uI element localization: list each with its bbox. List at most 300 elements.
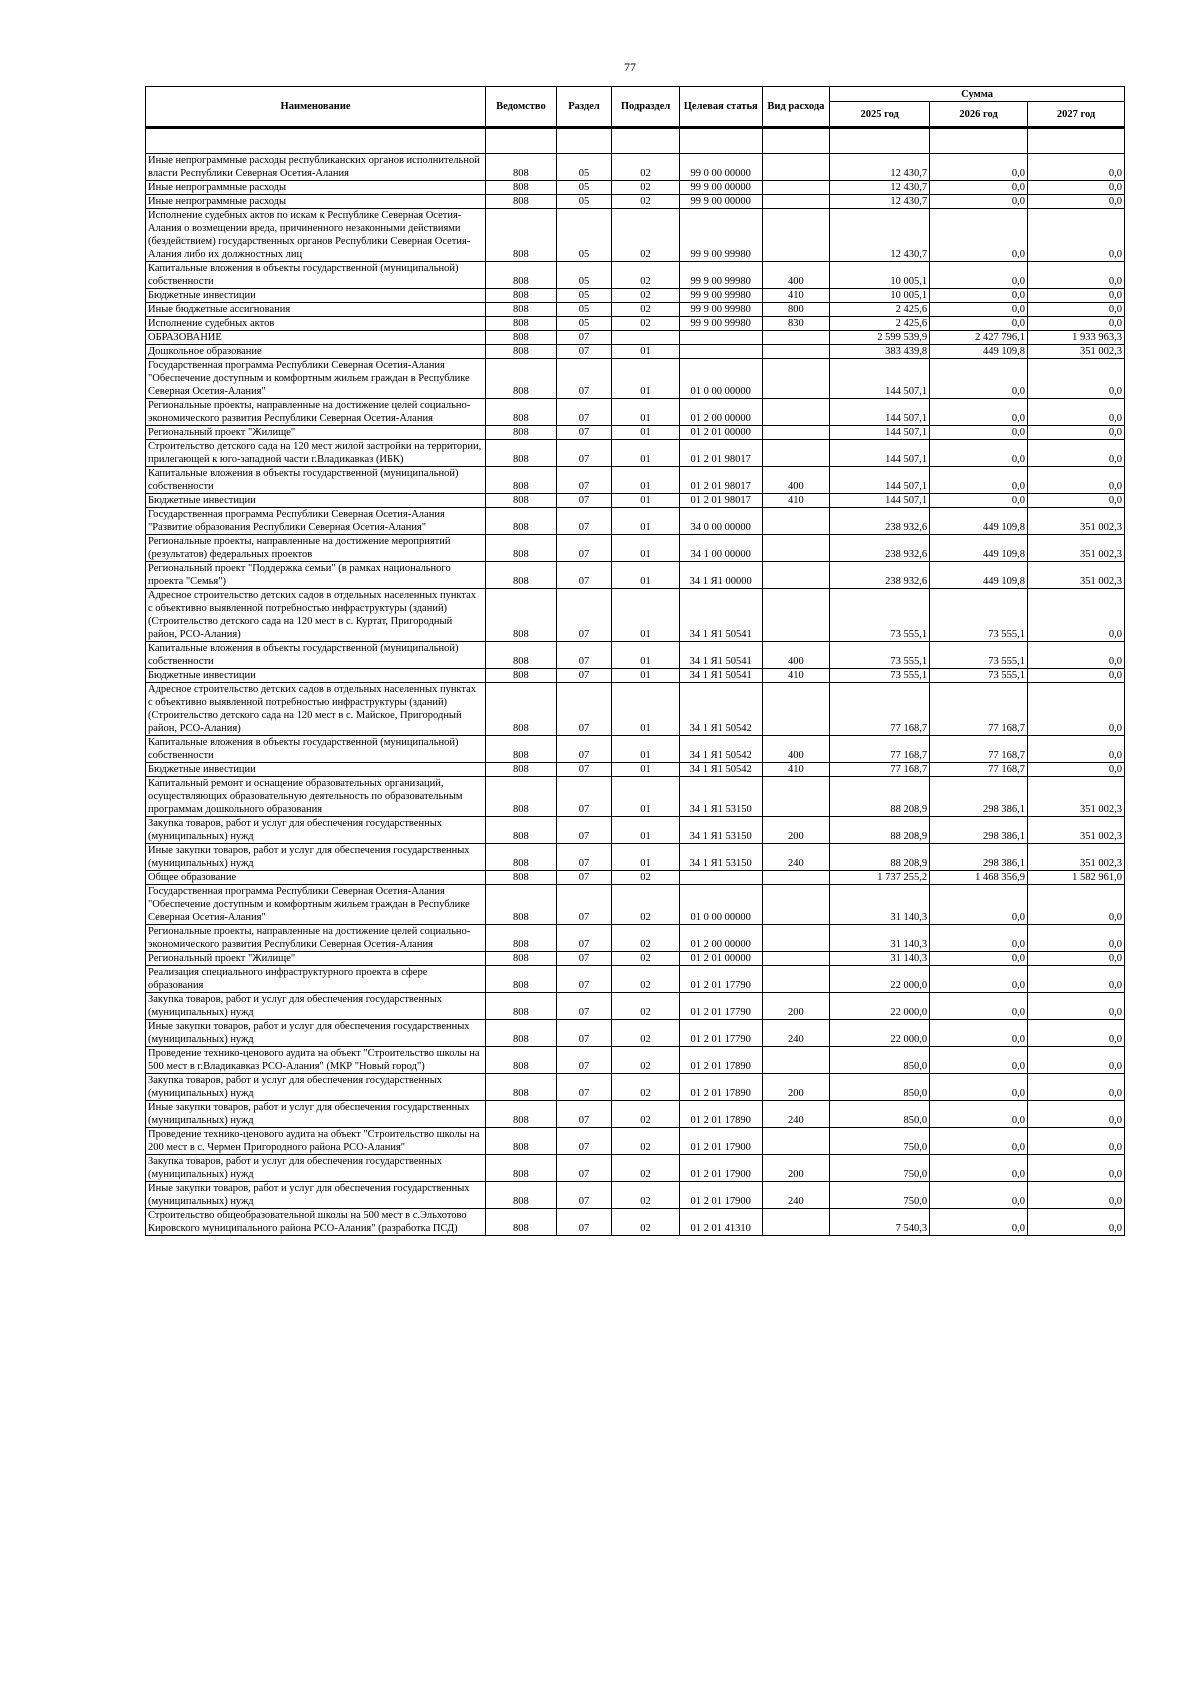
row-sum-2026: 77 168,7 [930,763,1028,777]
row-name: Бюджетные инвестиции [146,763,486,777]
row-target: 34 1 Я1 50541 [679,669,762,683]
row-subsection: 01 [612,642,680,669]
table-row [146,844,1125,871]
row-sum-2027: 0,0 [1028,1020,1125,1047]
row-name: Капитальные вложения в объекты государственной (муниципальной) собственности [146,736,486,763]
header-target: Целевая статья [679,87,762,128]
row-target: 01 2 01 17890 [679,1101,762,1128]
row-sum-2025: 88 208,9 [830,844,930,871]
row-subsection: 02 [612,1047,680,1074]
row-target: 01 2 01 98017 [679,440,762,467]
table-row [146,642,1125,669]
row-subsection: 01 [612,467,680,494]
table-row [146,817,1125,844]
row-section: 07 [556,589,612,642]
row-section: 07 [556,345,612,359]
row-target: 01 2 00 00000 [679,399,762,426]
row-section: 07 [556,1209,612,1236]
row-subsection: 02 [612,289,680,303]
row-section: 05 [556,209,612,262]
row-sum-2025: 10 005,1 [830,289,930,303]
row-sum-2025: 12 430,7 [830,195,930,209]
row-subsection: 02 [612,1155,680,1182]
row-dept: 808 [486,1155,557,1182]
table-row [146,966,1125,993]
row-exp-type: 200 [762,1074,830,1101]
row-exp-type: 200 [762,817,830,844]
row-subsection: 01 [612,535,680,562]
row-sum-2026: 0,0 [930,1155,1028,1182]
row-dept: 808 [486,1182,557,1209]
row-subsection: 01 [612,669,680,683]
row-sum-2025: 73 555,1 [830,642,930,669]
row-sum-2026: 0,0 [930,440,1028,467]
table-row [146,683,1125,736]
row-sum-2025: 22 000,0 [830,1020,930,1047]
row-target: 01 2 00 00000 [679,925,762,952]
row-exp-type [762,535,830,562]
row-sum-2025: 22 000,0 [830,966,930,993]
row-subsection: 02 [612,1128,680,1155]
table-row [146,1209,1125,1236]
row-exp-type [762,209,830,262]
row-name: Государственная программа Республики Северная Осетия-Алания "Обеспечение доступным и комфортным жильем граждан в Республике Северная Осетия-Алания" [146,359,486,399]
row-target: 01 2 01 00000 [679,952,762,966]
row-name: Иные закупки товаров, работ и услуг для обеспечения государственных (муниципальных) нужд [146,1101,486,1128]
row-exp-type: 410 [762,669,830,683]
row-target: 99 9 00 00000 [679,195,762,209]
row-sum-2027: 0,0 [1028,763,1125,777]
row-name: Иные бюджетные ассигнования [146,303,486,317]
row-subsection: 01 [612,426,680,440]
row-subsection: 01 [612,817,680,844]
row-dept: 808 [486,195,557,209]
row-exp-type [762,154,830,181]
header-exp-type: Вид расхода [762,87,830,128]
table-row [146,952,1125,966]
row-dept: 808 [486,331,557,345]
row-section: 07 [556,359,612,399]
row-dept: 808 [486,683,557,736]
row-sum-2027: 351 002,3 [1028,817,1125,844]
row-dept: 808 [486,1020,557,1047]
row-dept: 808 [486,535,557,562]
row-sum-2027: 0,0 [1028,642,1125,669]
table-row [146,1182,1125,1209]
table-row [146,993,1125,1020]
row-sum-2026: 0,0 [930,952,1028,966]
row-target: 34 1 Я1 50541 [679,589,762,642]
row-subsection: 01 [612,763,680,777]
row-dept: 808 [486,1128,557,1155]
row-subsection: 01 [612,494,680,508]
row-sum-2025: 144 507,1 [830,399,930,426]
row-sum-2026: 0,0 [930,494,1028,508]
row-sum-2026: 0,0 [930,195,1028,209]
row-name: Бюджетные инвестиции [146,289,486,303]
row-name: Закупка товаров, работ и услуг для обеспечения государственных (муниципальных) нужд [146,993,486,1020]
row-subsection: 01 [612,683,680,736]
row-sum-2027: 0,0 [1028,1101,1125,1128]
row-target [679,345,762,359]
row-sum-2026: 0,0 [930,966,1028,993]
row-name: Региональные проекты, направленные на достижение целей социально-экономического развития Республики Северная Осетия-Алания [146,925,486,952]
row-section: 07 [556,683,612,736]
row-target: 01 0 00 00000 [679,359,762,399]
table-row [146,209,1125,262]
row-name: Общее образование [146,871,486,885]
row-exp-type: 400 [762,642,830,669]
table-row [146,195,1125,209]
row-section: 05 [556,181,612,195]
row-sum-2027: 0,0 [1028,1074,1125,1101]
row-sum-2026: 0,0 [930,1209,1028,1236]
row-sum-2027: 0,0 [1028,1128,1125,1155]
row-subsection: 01 [612,736,680,763]
row-sum-2025: 238 932,6 [830,508,930,535]
row-sum-2026: 0,0 [930,289,1028,303]
row-exp-type [762,562,830,589]
row-sum-2025: 144 507,1 [830,440,930,467]
row-sum-2026: 449 109,8 [930,345,1028,359]
row-subsection: 01 [612,777,680,817]
row-sum-2026: 298 386,1 [930,844,1028,871]
row-name: Региональный проект "Жилище" [146,426,486,440]
row-target: 34 0 00 00000 [679,508,762,535]
header-year-2026: 2026 год [930,102,1028,128]
row-sum-2027: 0,0 [1028,289,1125,303]
row-section: 05 [556,262,612,289]
row-section: 07 [556,494,612,508]
row-dept: 808 [486,508,557,535]
row-subsection: 02 [612,871,680,885]
row-sum-2026: 0,0 [930,359,1028,399]
row-sum-2027: 351 002,3 [1028,508,1125,535]
row-name: Исполнение судебных актов [146,317,486,331]
row-subsection: 02 [612,952,680,966]
row-exp-type: 200 [762,993,830,1020]
row-subsection: 01 [612,440,680,467]
row-section: 07 [556,763,612,777]
row-sum-2027: 0,0 [1028,993,1125,1020]
row-dept: 808 [486,562,557,589]
row-subsection: 02 [612,1182,680,1209]
row-section: 07 [556,993,612,1020]
row-exp-type [762,195,830,209]
header-name: Наименование [146,87,486,128]
row-name: Иные непрограммные расходы [146,195,486,209]
budget-table [145,86,1125,1236]
row-section: 07 [556,966,612,993]
row-section: 07 [556,925,612,952]
table-row [146,736,1125,763]
row-target: 99 0 00 00000 [679,154,762,181]
row-dept: 808 [486,925,557,952]
row-name: Адресное строительство детских садов в отдельных населенных пунктах с объективно выявленной потребностью инфраструктуры (зданий) (Строительство детского сада на 120 мест в с. Майское, Пригородный район, РСО-Алания) [146,683,486,736]
row-section: 07 [556,844,612,871]
table-row [146,399,1125,426]
row-dept: 808 [486,736,557,763]
row-section: 07 [556,1074,612,1101]
table-row [146,494,1125,508]
row-subsection: 02 [612,1020,680,1047]
row-name: Иные закупки товаров, работ и услуг для обеспечения государственных (муниципальных) нужд [146,1182,486,1209]
row-section: 07 [556,885,612,925]
row-target: 34 1 Я1 50542 [679,736,762,763]
row-name: Капитальные вложения в объекты государственной (муниципальной) собственности [146,262,486,289]
header-section: Раздел [556,87,612,128]
row-dept: 808 [486,209,557,262]
row-subsection: 02 [612,993,680,1020]
row-dept: 808 [486,777,557,817]
row-section: 07 [556,642,612,669]
row-sum-2027: 0,0 [1028,303,1125,317]
row-exp-type [762,399,830,426]
row-target: 01 0 00 00000 [679,885,762,925]
row-dept: 808 [486,289,557,303]
row-subsection: 02 [612,209,680,262]
row-target: 99 9 00 99980 [679,317,762,331]
header-year-2025: 2025 год [830,102,930,128]
row-exp-type [762,508,830,535]
row-sum-2026: 449 109,8 [930,508,1028,535]
row-sum-2025: 850,0 [830,1047,930,1074]
row-dept: 808 [486,494,557,508]
row-sum-2026: 0,0 [930,209,1028,262]
row-sum-2027: 0,0 [1028,966,1125,993]
table-row [146,1020,1125,1047]
row-sum-2025: 77 168,7 [830,736,930,763]
row-section: 07 [556,426,612,440]
row-target: 01 2 01 41310 [679,1209,762,1236]
row-dept: 808 [486,154,557,181]
table-row [146,1047,1125,1074]
row-exp-type: 400 [762,736,830,763]
row-subsection: 01 [612,399,680,426]
row-sum-2025: 238 932,6 [830,562,930,589]
row-sum-2026: 0,0 [930,1074,1028,1101]
row-name: Капитальные вложения в объекты государственной (муниципальной) собственности [146,467,486,494]
row-section: 07 [556,871,612,885]
row-target: 01 2 01 17900 [679,1182,762,1209]
row-sum-2026: 449 109,8 [930,562,1028,589]
row-target [679,871,762,885]
row-exp-type [762,966,830,993]
row-dept: 808 [486,467,557,494]
table-row [146,562,1125,589]
row-target: 99 9 00 99980 [679,303,762,317]
row-target: 34 1 Я1 53150 [679,844,762,871]
header-year-2027: 2027 год [1028,102,1125,128]
row-target: 01 2 01 17890 [679,1074,762,1101]
row-sum-2026: 0,0 [930,154,1028,181]
row-sum-2026: 73 555,1 [930,669,1028,683]
row-exp-type [762,181,830,195]
row-sum-2026: 0,0 [930,399,1028,426]
row-section: 07 [556,508,612,535]
row-name: Региональные проекты, направленные на достижение мероприятий (результатов) федеральных проектов [146,535,486,562]
row-dept: 808 [486,1101,557,1128]
row-sum-2026: 0,0 [930,885,1028,925]
row-name: Государственная программа Республики Северная Осетия-Алания "Развитие образования Республики Северная Осетия-Алания" [146,508,486,535]
row-target: 99 9 00 99980 [679,209,762,262]
table-row [146,1074,1125,1101]
table-row [146,426,1125,440]
row-name: Капитальные вложения в объекты государственной (муниципальной) собственности [146,642,486,669]
row-subsection: 01 [612,508,680,535]
header-dept: Ведомство [486,87,557,128]
row-dept: 808 [486,426,557,440]
table-row [146,440,1125,467]
row-name: Строительство общеобразовательной школы на 500 мест в с.Эльхотово Кировского муниципального района РСО-Алания" (разработка ПСД) [146,1209,486,1236]
row-section: 07 [556,736,612,763]
row-dept: 808 [486,642,557,669]
row-subsection: 02 [612,885,680,925]
row-section: 07 [556,952,612,966]
row-dept: 808 [486,844,557,871]
row-sum-2027: 0,0 [1028,262,1125,289]
row-subsection: 01 [612,589,680,642]
row-subsection: 01 [612,562,680,589]
header-spacer-row [146,128,1125,154]
row-sum-2027: 351 002,3 [1028,345,1125,359]
row-exp-type: 400 [762,262,830,289]
row-sum-2025: 7 540,3 [830,1209,930,1236]
table-row [146,303,1125,317]
row-exp-type: 240 [762,1182,830,1209]
row-exp-type [762,952,830,966]
row-target: 01 2 01 17790 [679,966,762,993]
row-exp-type [762,1209,830,1236]
row-name: Исполнение судебных актов по искам к Республике Северная Осетия-Алания о возмещении вреда, причиненного незаконными действиями (бездействием) государственных органов Республики Северная Осетия-Алания либо их должностных лиц [146,209,486,262]
row-target: 99 9 00 99980 [679,289,762,303]
row-exp-type [762,777,830,817]
row-section: 07 [556,1155,612,1182]
row-name: Закупка товаров, работ и услуг для обеспечения государственных (муниципальных) нужд [146,1155,486,1182]
row-sum-2025: 12 430,7 [830,181,930,195]
row-dept: 808 [486,966,557,993]
row-target: 01 2 01 17900 [679,1155,762,1182]
table-row [146,317,1125,331]
row-dept: 808 [486,303,557,317]
row-sum-2027: 0,0 [1028,317,1125,331]
row-section: 07 [556,1020,612,1047]
table-row [146,181,1125,195]
row-sum-2027: 0,0 [1028,1209,1125,1236]
row-sum-2025: 12 430,7 [830,209,930,262]
row-section: 07 [556,467,612,494]
row-sum-2026: 2 427 796,1 [930,331,1028,345]
row-sum-2026: 1 468 356,9 [930,871,1028,885]
row-sum-2027: 0,0 [1028,494,1125,508]
row-sum-2027: 0,0 [1028,426,1125,440]
row-sum-2025: 2 425,6 [830,317,930,331]
row-dept: 808 [486,317,557,331]
row-sum-2026: 73 555,1 [930,642,1028,669]
row-sum-2027: 0,0 [1028,952,1125,966]
row-sum-2027: 0,0 [1028,209,1125,262]
row-sum-2027: 351 002,3 [1028,535,1125,562]
row-target: 99 9 00 99980 [679,262,762,289]
row-sum-2025: 31 140,3 [830,885,930,925]
table-row [146,535,1125,562]
row-dept: 808 [486,440,557,467]
row-exp-type: 200 [762,1155,830,1182]
row-sum-2027: 0,0 [1028,181,1125,195]
row-section: 07 [556,1047,612,1074]
row-sum-2025: 2 599 539,9 [830,331,930,345]
row-name: Региональный проект "Поддержка семьи" (в рамках национального проекта "Семья") [146,562,486,589]
table-row [146,763,1125,777]
row-sum-2027: 1 582 961,0 [1028,871,1125,885]
row-exp-type: 410 [762,494,830,508]
row-name: Закупка товаров, работ и услуг для обеспечения государственных (муниципальных) нужд [146,1074,486,1101]
row-name: Государственная программа Республики Северная Осетия-Алания "Обеспечение доступным и комфортным жильем граждан в Республике Северная Осетия-Алания" [146,885,486,925]
row-dept: 808 [486,262,557,289]
row-sum-2026: 0,0 [930,925,1028,952]
table-row [146,508,1125,535]
row-sum-2027: 351 002,3 [1028,844,1125,871]
row-sum-2026: 0,0 [930,303,1028,317]
row-sum-2026: 0,0 [930,1182,1028,1209]
row-dept: 808 [486,1209,557,1236]
row-sum-2027: 0,0 [1028,195,1125,209]
row-dept: 808 [486,817,557,844]
header-subsection: Подраздел [612,87,680,128]
row-name: Реализация специального инфраструктурного проекта в сфере образования [146,966,486,993]
row-sum-2025: 10 005,1 [830,262,930,289]
row-sum-2026: 0,0 [930,1101,1028,1128]
table-row [146,871,1125,885]
row-name: Проведение технико-ценового аудита на объект "Строительство школы на 500 мест в г.Владикавказ РСО-Алания" (МКР "Новый город") [146,1047,486,1074]
table-row [146,777,1125,817]
row-sum-2027: 1 933 963,3 [1028,331,1125,345]
row-subsection: 01 [612,359,680,399]
row-target: 34 1 Я1 50542 [679,683,762,736]
row-sum-2026: 77 168,7 [930,736,1028,763]
table-row [146,289,1125,303]
row-sum-2025: 383 439,8 [830,345,930,359]
row-sum-2025: 750,0 [830,1128,930,1155]
row-sum-2025: 144 507,1 [830,359,930,399]
row-sum-2025: 73 555,1 [830,669,930,683]
row-exp-type [762,871,830,885]
row-target: 99 9 00 00000 [679,181,762,195]
table-row [146,1101,1125,1128]
row-sum-2027: 0,0 [1028,1155,1125,1182]
row-subsection: 02 [612,925,680,952]
row-sum-2026: 77 168,7 [930,683,1028,736]
row-exp-type [762,589,830,642]
row-exp-type: 240 [762,844,830,871]
row-section: 07 [556,669,612,683]
row-subsection: 02 [612,1074,680,1101]
row-dept: 808 [486,993,557,1020]
row-subsection: 02 [612,303,680,317]
row-target: 01 2 01 98017 [679,494,762,508]
row-sum-2025: 77 168,7 [830,763,930,777]
row-sum-2026: 0,0 [930,1020,1028,1047]
header-sum: Сумма [830,87,1125,102]
row-target: 01 2 01 98017 [679,467,762,494]
row-sum-2025: 22 000,0 [830,993,930,1020]
row-exp-type [762,683,830,736]
table-row [146,1155,1125,1182]
row-target: 34 1 Я1 53150 [679,817,762,844]
row-subsection: 02 [612,195,680,209]
row-sum-2027: 0,0 [1028,736,1125,763]
row-exp-type [762,925,830,952]
